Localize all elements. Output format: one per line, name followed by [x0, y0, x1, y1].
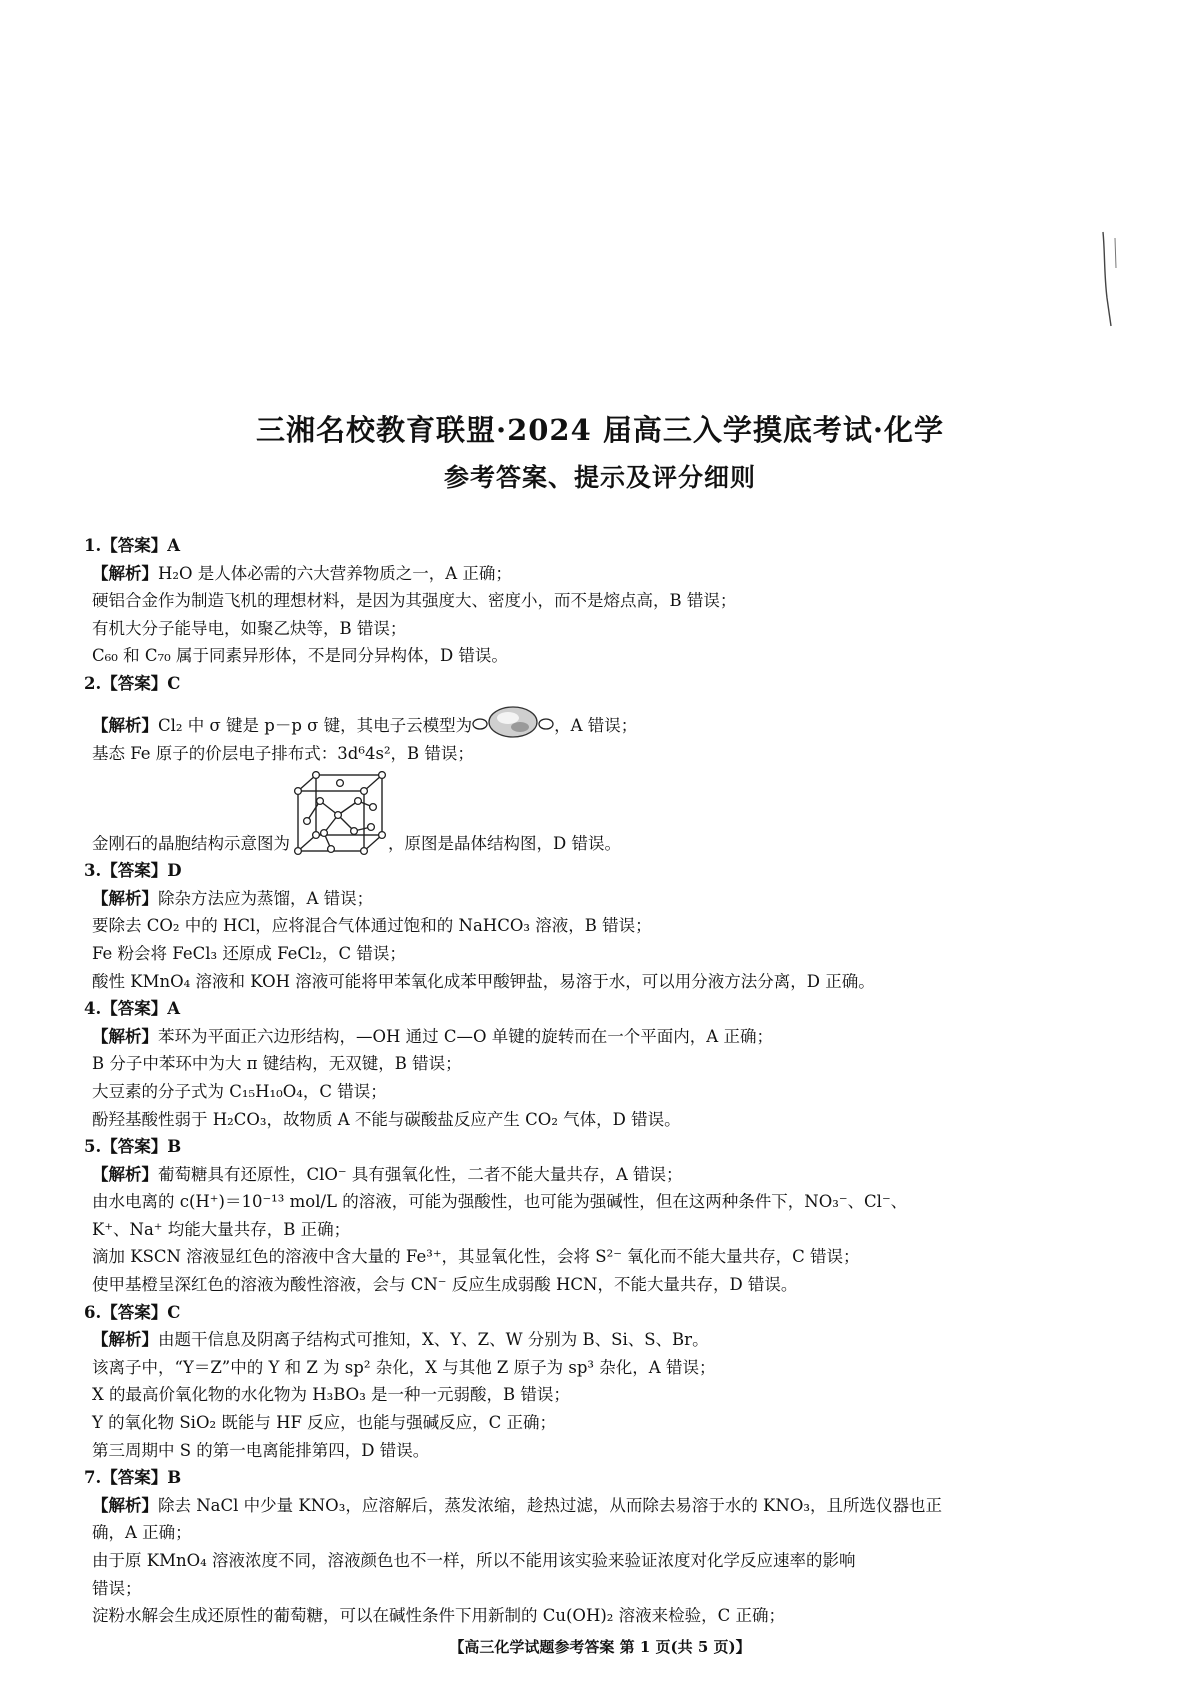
analysis-tag: 【解析】 [92, 1330, 158, 1350]
analysis-line: 确，A 正确； [92, 1523, 192, 1543]
answer-heading: 2.【答案】C [84, 673, 181, 693]
answer-heading: 6.【答案】C [84, 1302, 181, 1322]
answer-heading: 5.【答案】B [84, 1137, 182, 1157]
analysis-line [84, 885, 1134, 913]
answer-heading: 4.【答案】A [84, 999, 181, 1019]
analysis-line: 淀粉水解会生成还原性的葡萄糖，可以在碱性条件下用新制的 Cu(OH)₂ 溶液来检验，C 正确； [92, 1606, 786, 1626]
question-6 [84, 1299, 1134, 1465]
answer-content [84, 532, 1134, 1630]
question-7 [84, 1464, 1134, 1630]
analysis-text: 由题干信息及阴离子结构式可推知，X、Y、Z、W 分别为 B、Si、S、Br。 [158, 1330, 709, 1350]
analysis-text: 葡萄糖具有还原性，ClO⁻ 具有强氧化性，二者不能大量共存，A 错误； [158, 1164, 683, 1184]
analysis-text: 金刚石的晶胞结构示意图为 [92, 833, 290, 853]
analysis-line: Y 的氧化物 SiO₂ 既能与 HF 反应，也能与强碱反应，C 正确； [92, 1413, 557, 1433]
analysis-line: 大豆素的分子式为 C₁₅H₁₀O₄，C 错误； [92, 1081, 387, 1101]
analysis-tag: 【解析】 [92, 1164, 158, 1184]
analysis-tag: 【解析】 [92, 563, 158, 583]
analysis-line: 由水电离的 c(H⁺)＝10⁻¹³ mol/L 的溶液，可能为强酸性，也可能为强碱性，但在这两种条件下，NO₃⁻、Cl⁻、 [92, 1192, 908, 1212]
analysis-line: 错误； [92, 1578, 142, 1598]
question-2 [84, 670, 1134, 857]
question-1 [84, 532, 1134, 670]
analysis-line: Fe 粉会将 FeCl₃ 还原成 FeCl₂，C 错误； [92, 943, 406, 963]
analysis-line: 第三周期中 S 的第一电离能排第四，D 错误。 [92, 1440, 430, 1460]
analysis-line [84, 1161, 1134, 1189]
page-subtitle: 参考答案、提示及评分细则 [443, 463, 756, 492]
analysis-text: ，原图是晶体结构图，D 错误。 [388, 833, 621, 853]
analysis-line: 由于原 KMnO₄ 溶液浓度不同，溶液颜色也不一样，所以不能用该实验来验证浓度对化学反应速率的影响 [92, 1551, 856, 1570]
analysis-line [84, 1023, 1134, 1051]
analysis-line: 硬铝合金作为制造飞机的理想材料，是因为其强度大、密度小，而不是熔点高，B 错误； [92, 591, 737, 611]
analysis-line [84, 1492, 1134, 1520]
question-3 [84, 857, 1134, 995]
analysis-tag: 【解析】 [92, 888, 158, 908]
analysis-line: 滴加 KSCN 溶液显红色的溶液中含大量的 Fe³⁺，其显氧化性，会将 S²⁻ 氧化而不能大量共存，C 错误； [92, 1247, 860, 1267]
analysis-tag: 【解析】 [92, 715, 158, 735]
page-footer: 【高三化学试题参考答案 第 1 页(共 5 页)】 [449, 1638, 751, 1656]
analysis-line: 酚羟基酸性弱于 H₂CO₃，故物质 A 不能与碳酸盐反应产生 CO₂ 气体，D 错误。 [92, 1109, 681, 1129]
analysis-line [84, 698, 1134, 740]
analysis-line: 要除去 CO₂ 中的 HCl，应将混合气体通过饱和的 NaHCO₃ 溶液，B 错误； [92, 916, 652, 936]
answer-heading: 7.【答案】B [84, 1468, 182, 1488]
analysis-line: C₆₀ 和 C₇₀ 属于同素异形体，不是同分异构体，D 错误。 [92, 646, 508, 666]
analysis-line: 基态 Fe 原子的价层电子排布式：3d⁶4s²，B 错误； [92, 743, 474, 763]
diamond-unit-cell-icon [290, 771, 388, 857]
question-4 [84, 995, 1134, 1133]
analysis-text: 除杂方法应为蒸馏，A 错误； [158, 888, 374, 908]
answer-heading: 3.【答案】D [84, 861, 182, 881]
analysis-text: H₂O 是人体必需的六大营养物质之一，A 正确； [158, 563, 512, 583]
analysis-line: 酸性 KMnO₄ 溶液和 KOH 溶液可能将甲苯氧化成苯甲酸钾盐，易溶于水，可以用分液方法分离，D 正确。 [92, 971, 875, 991]
question-5 [84, 1133, 1134, 1299]
analysis-tag: 【解析】 [92, 1495, 158, 1515]
page-title: 三湘名校教育联盟·2024 届高三入学摸底考试·化学 [255, 413, 944, 447]
analysis-line [84, 1326, 1134, 1354]
analysis-line: B 分子中苯环中为大 π 键结构，无双键，B 错误； [92, 1054, 462, 1074]
analysis-line: 有机大分子能导电，如聚乙炔等，B 错误； [92, 618, 407, 638]
analysis-text: 除去 NaCl 中少量 KNO₃，应溶解后，蒸发浓缩，趁热过滤，从而除去易溶于水的 KNO₃，且所选仪器也正 [158, 1495, 942, 1515]
analysis-tag: 【解析】 [92, 1026, 158, 1046]
analysis-line: 使甲基橙呈深红色的溶液为酸性溶液，会与 CN⁻ 反应生成弱酸 HCN，不能大量共存，D 错误。 [92, 1275, 798, 1295]
analysis-line: X 的最高价氧化物的水化物为 H₃BO₃ 是一种一元弱酸，B 错误； [92, 1385, 570, 1405]
analysis-text: Cl₂ 中 σ 键是 p－p σ 键，其电子云模型为 [158, 715, 473, 735]
scan-mark [1095, 228, 1125, 328]
analysis-line [84, 560, 1134, 588]
analysis-text: 苯环为平面正六边形结构，—OH 通过 C—O 单键的旋转而在一个平面内，A 正确； [158, 1026, 773, 1046]
answer-heading: 1.【答案】A [84, 536, 181, 555]
analysis-line: K⁺、Na⁺ 均能大量共存，B 正确； [92, 1219, 351, 1239]
analysis-text: ，A 错误； [554, 715, 638, 735]
analysis-line: 该离子中，“Y＝Z”中的 Y 和 Z 为 sp² 杂化，X 与其他 Z 原子为 sp³ 杂化，A 错误； [92, 1357, 716, 1377]
analysis-line [84, 767, 1134, 857]
p-p-sigma-orbital-icon [472, 704, 554, 740]
